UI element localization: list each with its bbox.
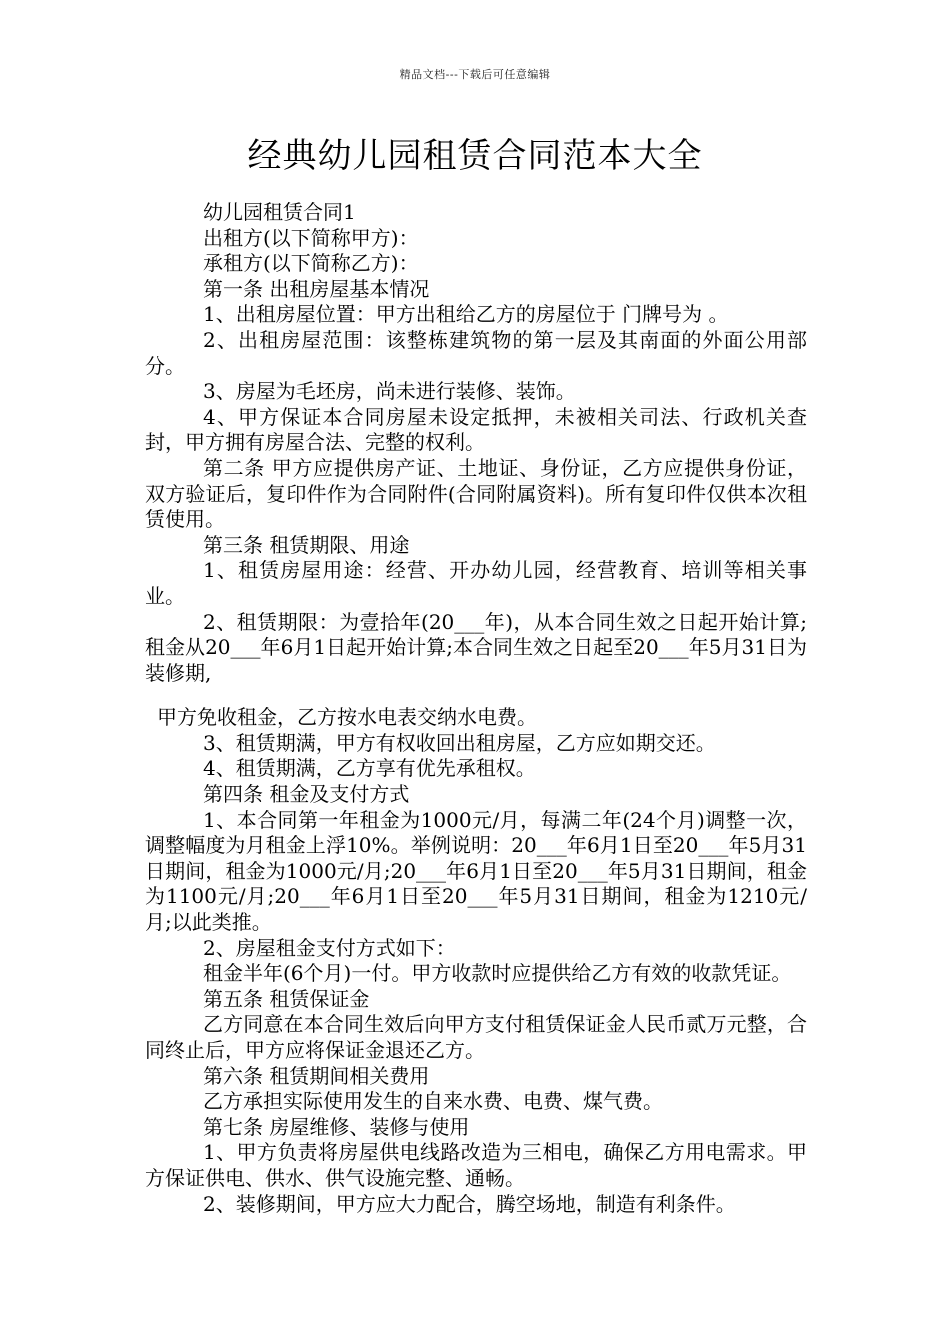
article-7-heading: 第七条 房屋维修、装修与使用 bbox=[203, 1114, 470, 1139]
lessor-line: 出租方(以下简称甲方)： bbox=[203, 225, 419, 250]
article-3-item-4: 4、租赁期满，乙方享有优先承租权。 bbox=[203, 756, 536, 781]
article-7-item-2: 2、装修期间，甲方应大力配合，腾空场地，制造有利条件。 bbox=[203, 1191, 736, 1216]
header-note: 精品文档---下载后可任意编辑 bbox=[399, 68, 551, 81]
article-4-heading: 第四条 租金及支付方式 bbox=[203, 782, 410, 807]
article-6-text: 乙方承担实际使用发生的自来水费、电费、煤气费。 bbox=[203, 1089, 663, 1114]
article-1-item-1: 1、出租房屋位置：甲方出租给乙方的房屋位于 门牌号为 。 bbox=[203, 302, 729, 327]
article-1-item-4: 4、甲方保证本合同房屋未设定抵押，未被相关司法、行政机关查封，甲方拥有房屋合法、完整的权利。 bbox=[145, 404, 807, 455]
article-2: 第二条 甲方应提供房产证、土地证、身份证，乙方应提供身份证，双方验证后，复印件作为合同附件(合同附属资料)。所有复印件仅供本次租赁使用。 bbox=[145, 455, 807, 532]
article-3-item-1: 1、租赁房屋用途：经营、开办幼儿园，经营教育、培训等相关事业。 bbox=[145, 558, 807, 608]
article-3-item-2-continued: 甲方免收租金，乙方按水电表交纳水电费。 bbox=[157, 705, 537, 730]
article-3-heading: 第三条 租赁期限、用途 bbox=[203, 532, 410, 557]
article-5-heading: 第五条 租赁保证金 bbox=[203, 986, 370, 1011]
article-5-text: 乙方同意在本合同生效后向甲方支付租赁保证金人民币贰万元整，合同终止后，甲方应将保证金退还乙方。 bbox=[145, 1012, 807, 1062]
article-4-item-2: 2、房屋租金支付方式如下： bbox=[203, 935, 456, 960]
article-6-heading: 第六条 租赁期间相关费用 bbox=[203, 1063, 430, 1088]
article-3-item-2: 2、租赁期限：为壹拾年(20___年)，从本合同生效之日起开始计算;租金从20___年6月1日起开始计算;本合同生效之日起至20___年5月31日为装修期, bbox=[145, 609, 807, 685]
article-1-heading: 第一条 出租房屋基本情况 bbox=[203, 276, 430, 301]
document-title: 经典幼儿园租赁合同范本大全 bbox=[247, 136, 703, 176]
document-body bbox=[145, 200, 807, 1217]
article-4-item-2-detail: 租金半年(6个月)一付。甲方收款时应提供给乙方有效的收款凭证。 bbox=[203, 961, 792, 986]
article-1-item-3: 3、房屋为毛坯房，尚未进行装修、装饰。 bbox=[203, 379, 576, 404]
lessee-line: 承租方(以下简称乙方)： bbox=[203, 251, 419, 276]
article-1-item-2: 2、出租房屋范围：该整栋建筑物的第一层及其南面的外面公用部分。 bbox=[145, 327, 807, 378]
article-4-item-1: 1、本合同第一年租金为1000元/月，每满二年(24个月)调整一次，调整幅度为月租金上浮10%。举例说明：20___年6月1日至20___年5月31日期间，租金为1000元/月;20___年6月1日至20___年5月31日期间，租金为1100元/月;20___年6月1日至20___年5月31日期间，租金为1210元/月;以此类推。 bbox=[145, 807, 807, 935]
article-3-item-3: 3、租赁期满，甲方有权收回出租房屋，乙方应如期交还。 bbox=[203, 730, 716, 755]
article-7-item-1: 1、甲方负责将房屋供电线路改造为三相电，确保乙方用电需求。甲方保证供电、供水、供气设施完整、通畅。 bbox=[145, 1140, 807, 1190]
contract-heading: 幼儿园租赁合同1 bbox=[203, 200, 356, 224]
